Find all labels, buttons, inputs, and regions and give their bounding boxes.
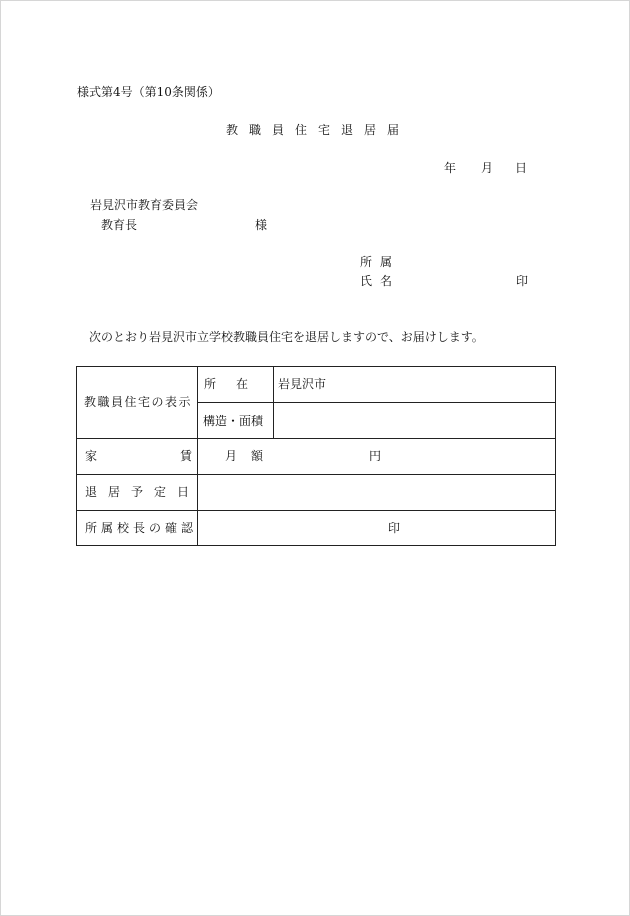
date-day-label: 日 (515, 161, 528, 175)
rent-label-ka: 家 (85, 449, 98, 463)
form-number: 様式第4号（第10条関係） (77, 85, 220, 99)
rent-unit: 円 (369, 449, 382, 463)
row-divider-rent (77, 438, 555, 439)
document-title: 教職員住宅退居届 (226, 123, 411, 137)
recipient-honorific: 様 (255, 218, 268, 232)
principal-seal-mark: 印 (388, 521, 401, 535)
applicant-seal-mark: 印 (516, 274, 529, 288)
column-divider-label (197, 367, 198, 545)
rent-monthly-label: 月額 (225, 449, 278, 463)
structure-label: 構造・面積 (203, 414, 264, 428)
recipient-organization: 岩見沢市教育委員会 (90, 198, 199, 212)
row-divider-move-out (77, 474, 555, 475)
principal-confirmation-label: 所属校長の確認 (85, 521, 198, 535)
statement-text: 次のとおり岩見沢市立学校教職員住宅を退居しますので、お届けします。 (89, 330, 484, 344)
rent-label-chin: 賃 (180, 449, 193, 463)
affiliation-label: 所属 (360, 255, 401, 269)
location-label: 所 在 (204, 377, 253, 391)
column-divider-housing-sublabel (273, 367, 274, 438)
row-divider-housing-inner (197, 402, 555, 403)
location-value[interactable]: 岩見沢市 (278, 377, 327, 391)
row-divider-principal (77, 510, 555, 511)
move-out-date-label: 退居予定日 (85, 485, 201, 499)
name-label: 氏名 (360, 274, 401, 288)
date-month-label: 月 (481, 161, 494, 175)
date-year-label: 年 (444, 161, 457, 175)
move-out-form-table (76, 366, 556, 546)
housing-label: 教職員住宅の表示 (84, 395, 193, 409)
recipient-title: 教育長 (101, 218, 138, 232)
